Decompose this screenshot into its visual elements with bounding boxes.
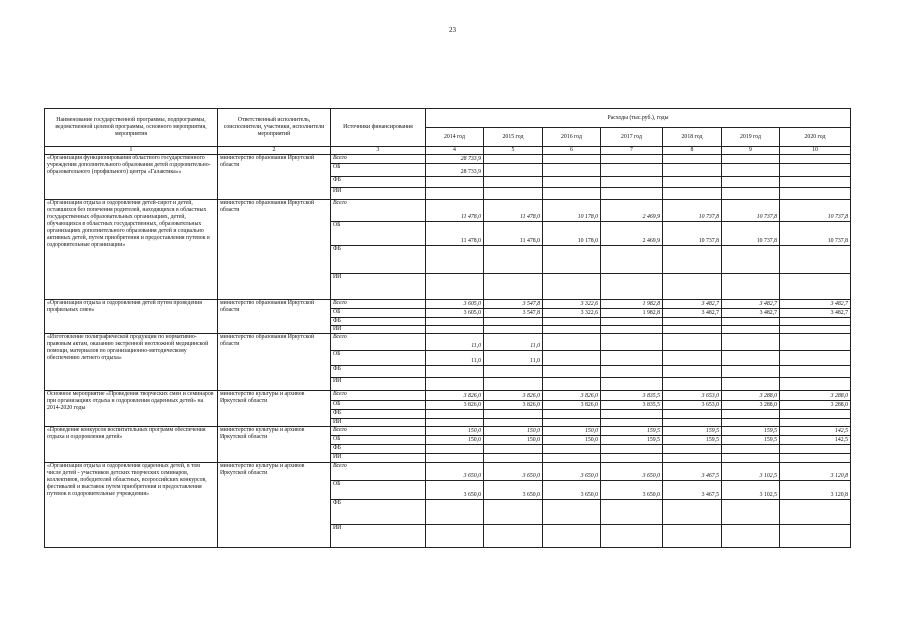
expense-cell: 3 826,0 [543,401,601,410]
program-name: «Организация функционирования областного государственного учреждения дополнительного образования детей оздоровительно-образовательного (профильного) центра «Галактика»» [45,155,218,200]
source-total: Всего [331,334,426,351]
expense-cell [663,177,722,188]
expense-cell [601,419,663,427]
expense-cell: 3 826,0 [543,391,601,401]
expense-cell: 159,5 [663,436,722,445]
expense-cell [663,419,722,427]
expense-cell: 10 178,0 [543,222,601,246]
expense-cell [426,378,484,391]
expense-cell: 3 482,7 [663,300,722,309]
expense-cell: 3 650,0 [543,463,601,481]
expense-cell [663,155,722,164]
expense-cell [722,378,780,391]
expense-cell [722,188,780,200]
expense-cell [663,410,722,419]
expense-cell [543,246,601,274]
program-name: «Организация отдыха и оздоровления одаренных детей, в том числе детей - участников детских творческих семинаров, коллективов, победителей областных, всероссийских конкурсов, фестивалей и выставок путем приобретения и предоставления путевок в оздоровительные учреждения» [45,463,218,548]
expense-cell: 3 482,7 [663,309,722,318]
expense-cell [601,410,663,419]
header-source: Источники финансирования [331,109,426,147]
expense-cell [780,318,851,326]
expense-cell [543,155,601,164]
expense-cell: 11,0 [484,334,543,351]
expense-cell: 3 322,6 [543,309,601,318]
column-number: 7 [601,147,663,155]
expense-cell [780,410,851,419]
expense-cell [780,366,851,378]
expense-cell: 150,0 [484,427,543,436]
expense-cell [601,177,663,188]
expense-cell [780,274,851,300]
expense-cell [722,246,780,274]
expense-cell [543,500,601,525]
table-row [45,155,851,164]
expense-cell: 3 650,0 [484,463,543,481]
expense-cell: 3 653,0 [663,391,722,401]
expense-cell: 28 733,9 [426,164,484,177]
expense-cell [543,274,601,300]
source-total: Всего [331,427,426,436]
expense-cell [780,155,851,164]
expense-cell: 11 478,0 [484,200,543,222]
expense-cell [663,378,722,391]
expense-cell [663,366,722,378]
table-row [45,334,851,351]
expense-cell [484,454,543,463]
source-total: Всего [331,391,426,401]
expense-cell [601,164,663,177]
expense-cell: 150,0 [543,436,601,445]
expense-cell [780,454,851,463]
expense-cell [780,500,851,525]
expense-cell: 3 288,0 [722,401,780,410]
expense-cell [722,318,780,326]
header-executor: Ответственный исполнитель, соисполнители, участники, исполнители мероприятий [218,109,331,147]
expense-cell [722,445,780,454]
expense-cell [722,410,780,419]
expense-cell: 1 982,8 [601,309,663,318]
expense-cell [543,188,601,200]
expense-cell [484,274,543,300]
expense-cell [484,326,543,334]
expense-cell [780,525,851,548]
expense-cell: 1 982,8 [601,300,663,309]
expense-cell [722,351,780,366]
table-row [45,427,851,436]
expense-cell [780,246,851,274]
source-ob: ОБ [331,222,426,246]
expense-cell: 2 469,9 [601,200,663,222]
expense-cell: 11,0 [426,351,484,366]
expense-cell: 3 102,5 [722,481,780,500]
header-year: 2019 год [722,128,780,147]
expense-cell [601,378,663,391]
expense-cell: 159,5 [601,436,663,445]
expense-cell: 3 322,6 [543,300,601,309]
expense-cell [484,318,543,326]
expense-cell [484,378,543,391]
source-fb: ФБ [331,445,426,454]
expense-cell: 3 288,0 [780,401,851,410]
expense-cell [426,525,484,548]
table-row [45,200,851,222]
executor-name: министерство образования Иркутской области [218,155,331,200]
expense-cell [543,525,601,548]
source-ob: ОБ [331,351,426,366]
expense-cell: 11,0 [484,351,543,366]
expense-cell [663,188,722,200]
source-fb: ФБ [331,177,426,188]
source-ob: ОБ [331,309,426,318]
expense-cell [484,500,543,525]
table-row [45,300,851,309]
expense-cell [426,410,484,419]
expense-cell [722,177,780,188]
expense-cell [722,454,780,463]
source-ii: ИИ [331,454,426,463]
expense-cell [601,366,663,378]
expense-cell: 10 178,0 [543,200,601,222]
expense-cell: 3 650,0 [426,463,484,481]
source-ob: ОБ [331,401,426,410]
source-fb: ФБ [331,318,426,326]
expense-cell: 3 826,0 [426,391,484,401]
expense-cell [484,164,543,177]
executor-name: министерство культуры и архивов Иркутской области [218,391,331,427]
expense-cell: 3 120,8 [780,481,851,500]
source-fb: ФБ [331,246,426,274]
expense-cell [722,274,780,300]
expense-cell [780,351,851,366]
program-name: «Проведение конкурсов воспитательных программ обеспечения отдыха и оздоровления детей» [45,427,218,463]
expense-cell [426,274,484,300]
source-total: Всего [331,200,426,222]
expense-cell [426,419,484,427]
column-number: 2 [218,147,331,155]
expense-cell [780,378,851,391]
page-number: 23 [449,26,456,34]
expense-cell [543,326,601,334]
expense-cell: 159,5 [722,427,780,436]
expense-cell [663,351,722,366]
expense-cell: 3 547,8 [484,309,543,318]
expense-cell [601,334,663,351]
expense-cell: 150,0 [426,427,484,436]
expense-cell: 3 835,5 [601,401,663,410]
header-year: 2017 год [601,128,663,147]
source-total: Всего [331,463,426,481]
program-name: «Организация отдыха и оздоровления детей путем проведения профильных смен» [45,300,218,334]
expense-cell: 10 737,8 [722,222,780,246]
expense-cell: 3 547,8 [484,300,543,309]
executor-name: министерство образования Иркутской области [218,200,331,300]
expense-cell [484,410,543,419]
expense-cell [780,164,851,177]
table-row [45,463,851,481]
expense-cell: 3 482,7 [780,300,851,309]
expense-cell: 3 482,7 [722,300,780,309]
expense-cell [601,246,663,274]
expense-cell [543,164,601,177]
expense-cell [722,525,780,548]
expense-cell: 3 650,0 [426,481,484,500]
expense-cell [426,326,484,334]
expense-cell: 3 605,0 [426,300,484,309]
expense-cell [780,445,851,454]
expense-cell [663,274,722,300]
expense-cell [601,445,663,454]
expense-cell: 3 826,0 [484,391,543,401]
expense-cell [426,177,484,188]
expense-cell [663,454,722,463]
expense-cell [722,366,780,378]
budget-table [44,108,851,548]
expense-cell: 3 650,0 [543,481,601,500]
expense-cell [780,188,851,200]
expense-cell: 150,0 [484,436,543,445]
expense-cell [426,500,484,525]
source-ii: ИИ [331,274,426,300]
expense-cell [780,334,851,351]
header-expenses: Расходы (тыс.руб.), годы [426,109,851,128]
expense-cell: 3 467,5 [663,481,722,500]
expense-cell: 3 650,0 [601,463,663,481]
expense-cell: 11 478,0 [484,222,543,246]
source-ob: ОБ [331,481,426,500]
expense-cell: 10 737,8 [780,200,851,222]
expense-cell [601,274,663,300]
executor-name: министерство культуры и архивов Иркутской области [218,463,331,548]
expense-cell [484,419,543,427]
expense-cell [663,246,722,274]
column-number: 9 [722,147,780,155]
program-name: Основное мероприятие «Проведения творческих смен и семинаров при организациях отдыха и оздоровления одаренных детей» на 2014-2020 годы [45,391,218,427]
expense-cell [601,500,663,525]
source-total: Всего [331,300,426,309]
expense-cell: 2 469,9 [601,222,663,246]
expense-cell [780,326,851,334]
source-ii: ИИ [331,326,426,334]
expense-cell: 150,0 [543,427,601,436]
expense-cell: 3 482,7 [780,309,851,318]
expense-cell [426,318,484,326]
table-body [45,155,851,548]
table-row [45,391,851,401]
source-ii: ИИ [331,378,426,391]
executor-name: министерство образования Иркутской области [218,334,331,391]
expense-cell [484,525,543,548]
expense-cell: 159,5 [663,427,722,436]
expense-cell: 159,5 [722,436,780,445]
expense-cell: 10 737,8 [663,200,722,222]
expense-cell [484,177,543,188]
header-year: 2020 год [780,128,851,147]
column-number: 8 [663,147,722,155]
expense-cell [663,500,722,525]
expense-cell [543,334,601,351]
expense-cell: 142,5 [780,427,851,436]
expense-cell [426,454,484,463]
expense-cell [722,500,780,525]
expense-cell [663,318,722,326]
expense-cell [543,419,601,427]
source-ii: ИИ [331,525,426,548]
expense-cell [543,454,601,463]
expense-cell [484,188,543,200]
expense-cell: 10 737,8 [722,200,780,222]
source-ob: ОБ [331,164,426,177]
expense-cell [543,378,601,391]
expense-cell: 3 288,0 [722,391,780,401]
expense-cell: 3 653,0 [663,401,722,410]
expense-cell: 150,0 [426,436,484,445]
expense-cell [663,326,722,334]
executor-name: министерство культуры и архивов Иркутской области [218,427,331,463]
program-name: «Изготовление полиграфической продукции по нормативно-правовым актам, оказанию экстренной неотложной медицинской помощи, материалов по организационно-методическому обеспечению летнего отдыха» [45,334,218,391]
expense-cell: 3 102,5 [722,463,780,481]
source-total: Всего [331,155,426,164]
expense-cell [722,326,780,334]
expense-cell [543,318,601,326]
source-ii: ИИ [331,188,426,200]
expense-cell [543,351,601,366]
source-fb: ФБ [331,410,426,419]
source-fb: ФБ [331,366,426,378]
header-program: Наименование государственной программы, подпрограммы, ведомственной целевой программы, основного мероприятия, мероприятия [45,109,218,147]
expense-cell: 11,0 [426,334,484,351]
expense-cell: 3 482,7 [722,309,780,318]
expense-cell [601,351,663,366]
expense-cell: 3 650,0 [601,481,663,500]
column-number: 10 [780,147,851,155]
header-year: 2015 год [484,128,543,147]
expense-cell [543,445,601,454]
expense-cell [484,445,543,454]
expense-cell [543,366,601,378]
expense-cell: 10 737,8 [663,222,722,246]
expense-cell [780,177,851,188]
source-fb: ФБ [331,500,426,525]
expense-cell [426,445,484,454]
expense-cell [722,164,780,177]
expense-cell [722,419,780,427]
program-name: «Организация отдыха и оздоровления детей-сирот и детей, оставшихся без попечения родителей, находящихся в областных государственных образовательных организациях, детей, обучающихся в областных государственных, образовательных организациях дополнительного образования детей и социально активных детей, путем приобретения и предоставления путевок в оздоровительные организации» [45,200,218,300]
expense-cell: 3 650,0 [484,481,543,500]
expense-cell: 142,5 [780,436,851,445]
expense-cell: 28 733,9 [426,155,484,164]
expense-cell: 11 478,0 [426,222,484,246]
expense-cell: 159,5 [601,427,663,436]
column-number: 6 [543,147,601,155]
expense-cell: 10 737,8 [780,222,851,246]
header-year: 2014 год [426,128,484,147]
expense-cell [663,445,722,454]
expense-cell [601,326,663,334]
expense-cell: 3 467,5 [663,463,722,481]
expense-cell [722,155,780,164]
expense-cell [426,246,484,274]
source-ob: ОБ [331,436,426,445]
executor-name: министерство образования Иркутской области [218,300,331,334]
expense-cell [601,155,663,164]
expense-cell [601,454,663,463]
expense-cell [663,164,722,177]
table-header [45,109,851,155]
expense-cell [663,525,722,548]
expense-cell: 3 826,0 [484,401,543,410]
expense-cell [426,366,484,378]
expense-cell [484,366,543,378]
expense-cell: 11 478,0 [426,200,484,222]
expense-cell [426,188,484,200]
expense-cell [601,188,663,200]
column-number: 3 [331,147,426,155]
expense-cell: 3 835,5 [601,391,663,401]
expense-cell [484,246,543,274]
expense-cell [601,318,663,326]
expense-cell: 3 120,8 [780,463,851,481]
header-year: 2018 год [663,128,722,147]
expense-cell [780,419,851,427]
expense-cell: 3 605,0 [426,309,484,318]
column-number: 4 [426,147,484,155]
expense-cell [601,525,663,548]
expense-cell: 3 826,0 [426,401,484,410]
column-number: 5 [484,147,543,155]
expense-cell [484,155,543,164]
expense-cell [722,334,780,351]
expense-cell [543,410,601,419]
expense-cell [663,334,722,351]
source-ii: ИИ [331,419,426,427]
column-number-row [45,147,851,155]
column-number: 1 [45,147,218,155]
expense-cell: 3 288,0 [780,391,851,401]
header-year: 2016 год [543,128,601,147]
expense-cell [543,177,601,188]
